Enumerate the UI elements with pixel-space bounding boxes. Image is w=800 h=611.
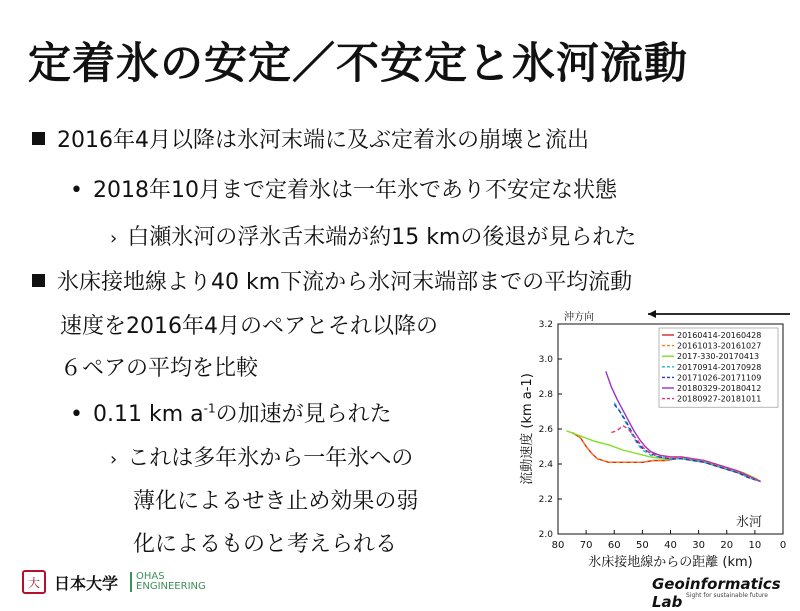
y-tick-label: 3.2 [538, 320, 553, 330]
bullet-2-text-line2: 速度を2016年4月のペアとそれ以降の [60, 314, 438, 339]
y-tick-label: 2.2 [538, 495, 553, 505]
dot-bullet-icon: • [70, 402, 83, 427]
offshore-direction-label: 沖方向 [564, 312, 594, 323]
x-tick-label: 80 [551, 540, 565, 551]
x-tick-label: 30 [692, 540, 705, 551]
bullet-2-1-sup: -1 [203, 401, 216, 416]
legend-label-7: 20180927-20181011 [677, 394, 762, 404]
bullet-2-1-1-line3: 化によるものと考えられる [133, 532, 398, 557]
left-arrow-icon [648, 310, 656, 318]
bullet-1-1-1 [110, 220, 636, 251]
slide-title: 定着氷の安定／不安定と氷河流動 [28, 39, 688, 89]
chevron-right-icon: › [110, 449, 118, 470]
ohas-line2: ENGINEERING [136, 581, 206, 592]
x-tick-label: 50 [636, 540, 649, 551]
ohas-engineering-logo [130, 572, 206, 592]
legend-label-5: 20171026-20171109 [677, 373, 762, 383]
dot-bullet-icon: • [70, 178, 83, 203]
university-seal-icon: 大 [22, 570, 46, 594]
nihon-university-logo [22, 570, 206, 594]
glacier-label: 氷河 [736, 515, 763, 530]
x-tick-label: 10 [748, 540, 762, 551]
legend-label-3: 2017-330-20170413 [677, 352, 760, 362]
y-tick-label: 2.4 [538, 460, 553, 470]
square-bullet-icon [32, 274, 45, 287]
bullet-2-1-pre: 0.11 km a [92, 402, 204, 427]
chevron-right-icon: › [110, 228, 118, 249]
bullet-2-1-1-line1: これは多年氷から一年氷への [127, 446, 414, 471]
legend-label-2: 20161013-20161027 [677, 341, 762, 351]
bullet-1-1-1-text: 白瀬氷河の浮氷舌末端が約15 kmの後退が見られた [127, 225, 637, 250]
legend-label-4: 20170914-20170928 [677, 362, 762, 372]
ohas-line1: OHAS [136, 571, 165, 582]
x-axis-label: 氷床接地線からの距離 (km) [588, 555, 753, 570]
bullet-2-1-1-line2: 薄化によるせき止め効果の弱 [133, 489, 419, 514]
square-bullet-icon [32, 132, 45, 145]
y-tick-label: 2.6 [538, 425, 553, 435]
legend-label-1: 20160414-20160428 [677, 331, 762, 340]
bullet-1 [32, 123, 589, 154]
x-tick-label: 70 [579, 540, 593, 551]
y-tick-label: 3.0 [538, 355, 553, 365]
x-tick-label: 20 [720, 540, 734, 551]
bullet-2-text-line1: 氷床接地線より40 km下流から氷河末端部までの平均流動 [57, 270, 633, 295]
legend-label-6: 20180329-20180412 [677, 384, 762, 393]
y-tick-label: 2.8 [538, 390, 553, 400]
x-tick-label: 60 [607, 540, 621, 551]
lab-logo: Geoinformatics Lab [652, 575, 781, 611]
bullet-1-1-text: 2018年10月まで定着氷は一年氷であり不安定な状態 [92, 178, 617, 203]
bullet-2-1-1 [110, 441, 413, 472]
y-tick-label: 2.0 [538, 530, 553, 540]
lab-tagline: Sight for sustainable future [686, 592, 768, 599]
flow-speed-chart [505, 305, 790, 575]
y-axis-label: 流動速度 (km a-1) [520, 373, 535, 485]
university-name: 日本大学 [54, 573, 119, 593]
bullet-1-text: 2016年4月以降は氷河末端に及ぶ定着氷の崩壊と流出 [57, 128, 589, 153]
x-tick-label: 0 [779, 540, 787, 551]
bullet-2-text-line3: ６ペアの平均を比較 [60, 356, 259, 381]
bullet-2-1-post: の加速が見られた [215, 402, 392, 427]
x-tick-label: 40 [664, 540, 677, 551]
bullet-1-1 [70, 173, 617, 204]
bullet-2 [32, 265, 632, 296]
bullet-2-1 [70, 397, 392, 428]
